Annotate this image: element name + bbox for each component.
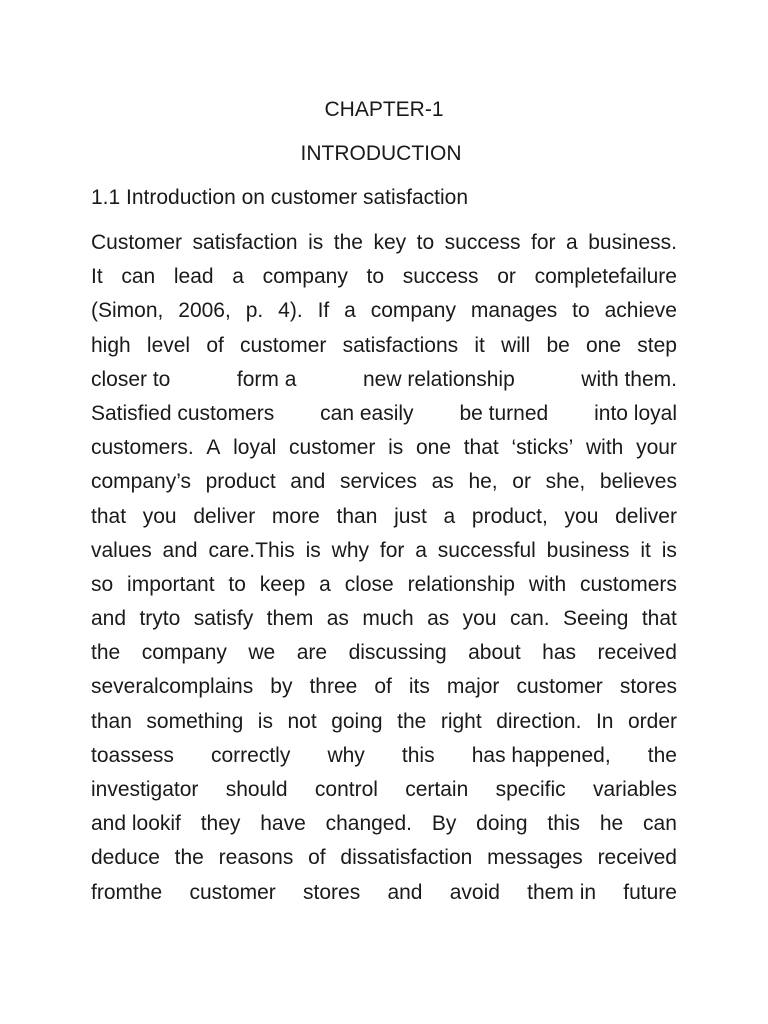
body-word: p. (245, 299, 264, 323)
body-word: the (91, 641, 121, 665)
body-word: three (309, 675, 358, 699)
body-word: is (257, 709, 273, 733)
body-word: a (319, 572, 331, 596)
body-word: he, (468, 470, 498, 494)
body-word: of (308, 846, 326, 870)
body-word: company (370, 299, 456, 323)
body-word: (Simon, (91, 299, 164, 323)
body-word: that (641, 607, 677, 631)
body-word: Satisfied customers (91, 401, 275, 425)
body-word: By (431, 812, 457, 836)
body-word: received (597, 641, 677, 665)
body-line (91, 570, 677, 604)
body-word: keep (259, 572, 306, 596)
body-word: company’s (91, 470, 191, 494)
body-word: Seeing (563, 607, 629, 631)
body-word: the (333, 231, 363, 254)
body-word: or (497, 265, 516, 289)
body-word: going (331, 709, 383, 733)
body-word: we (248, 641, 276, 665)
body-word: something (146, 709, 244, 733)
body-word: its (408, 675, 430, 699)
body-word: order (627, 709, 677, 733)
chapter-number: CHAPTER-1 (324, 98, 444, 121)
body-word: A (206, 436, 221, 460)
body-word: step (637, 333, 677, 357)
body-word: values (91, 538, 152, 562)
body-word: important (127, 572, 215, 596)
body-word: fromthe (91, 880, 163, 904)
body-word: services (339, 470, 417, 494)
body-word: a (344, 299, 356, 323)
body-word: success (444, 231, 521, 254)
body-word: control (314, 778, 378, 801)
body-line (91, 741, 677, 775)
body-word: that (91, 504, 127, 528)
body-word: product (205, 470, 276, 494)
body-word: much (362, 607, 414, 631)
body-word: this (547, 812, 581, 836)
body-word: they (200, 812, 241, 836)
body-word: deliver (193, 504, 256, 528)
body-word: for (531, 231, 556, 254)
body-line (91, 365, 677, 399)
body-word: close (344, 572, 394, 596)
body-word: by (270, 675, 293, 699)
body-word: care.This (208, 538, 295, 562)
body-line (91, 433, 677, 467)
body-word: it (474, 333, 485, 357)
body-word: believes (599, 470, 677, 494)
body-line (91, 467, 677, 501)
body-word: is (305, 538, 321, 562)
body-word: should (225, 778, 288, 801)
body-word: can. (509, 607, 550, 631)
body-word: company (141, 641, 227, 665)
body-word: into loyal (594, 401, 677, 425)
body-word: certain (405, 778, 469, 801)
body-word: with (528, 572, 567, 596)
body-word: achieve (604, 299, 677, 323)
body-word: to (572, 299, 590, 323)
body-word: In (595, 709, 614, 733)
body-line (91, 672, 677, 706)
body-line (91, 536, 677, 570)
body-word: will (501, 333, 531, 357)
body-word: to (416, 231, 435, 254)
body-word: that (463, 436, 499, 460)
body-word: discussing (348, 641, 447, 665)
body-word: one (586, 333, 622, 357)
chapter-title: INTRODUCTION (300, 142, 462, 165)
body-word: is (308, 231, 324, 254)
body-word: he (599, 812, 624, 836)
body-word: 2006, (178, 299, 231, 323)
body-word: new relationship (362, 367, 515, 391)
body-word: the (397, 709, 427, 733)
body-word: success (402, 265, 479, 289)
body-word: closer to (91, 367, 171, 391)
body-word: are (296, 641, 328, 665)
body-word: more (271, 504, 320, 528)
body-word: as (326, 607, 349, 631)
body-word: your (636, 436, 677, 460)
body-word: satisfactions (342, 333, 459, 357)
body-word: you (462, 607, 497, 631)
body-word: can easily (320, 401, 414, 425)
body-word: a (415, 538, 427, 562)
body-line (91, 775, 677, 809)
body-word: specific (495, 778, 566, 801)
body-word: she, (545, 470, 586, 494)
body-word: avoid (449, 880, 500, 904)
body-word: than (336, 504, 378, 528)
section-heading: 1.1 Introduction on customer satisfaction (91, 186, 469, 209)
body-word: can (643, 812, 677, 836)
body-word: right (440, 709, 482, 733)
body-word: you (142, 504, 177, 528)
body-line (91, 296, 677, 330)
body-word: and lookif (91, 812, 181, 836)
body-word: is (661, 538, 677, 562)
body-word: customer (289, 436, 376, 460)
body-word: can (121, 265, 156, 289)
body-line (91, 878, 677, 912)
body-word: and (290, 470, 326, 494)
body-word: have (260, 812, 306, 836)
body-word: customer (516, 675, 603, 699)
body-word: is (388, 436, 404, 460)
body-word: it (640, 538, 651, 562)
body-word: to (366, 265, 385, 289)
body-word: and (162, 538, 198, 562)
body-word: just (394, 504, 427, 528)
body-line (91, 502, 677, 536)
body-word: a (566, 231, 578, 254)
body-word: as (431, 470, 454, 494)
body-paragraph (91, 228, 677, 912)
body-word: dissatisfaction (340, 846, 473, 870)
body-line (91, 707, 677, 741)
body-word: has (542, 641, 577, 665)
body-word: form a (236, 367, 297, 391)
body-word: changed. (325, 812, 413, 836)
body-word: Customer (91, 231, 183, 254)
body-word: you (564, 504, 599, 528)
body-line (91, 262, 677, 296)
body-word: company (262, 265, 348, 289)
body-word: level (146, 333, 191, 357)
body-word: customer (189, 880, 276, 904)
body-word: them (266, 607, 314, 631)
body-word: be turned (459, 401, 549, 425)
body-word: not (287, 709, 317, 733)
body-word: investigator (91, 778, 199, 801)
body-word: for (379, 538, 405, 562)
body-line (91, 809, 677, 843)
body-word: be (546, 333, 570, 357)
body-word: toassess (91, 743, 174, 767)
body-word: high (91, 333, 131, 357)
body-word: variables (592, 778, 677, 801)
body-word: has happened, (471, 743, 611, 767)
body-word: correctly (210, 743, 291, 767)
body-word: one (415, 436, 452, 460)
body-word: with them. (581, 367, 677, 391)
body-word: to (228, 572, 246, 596)
body-word: and (387, 880, 423, 904)
body-word: so (91, 572, 114, 596)
body-word: of (374, 675, 392, 699)
body-word: completefailure (534, 265, 677, 289)
body-word: business (546, 538, 630, 562)
body-word: and (91, 607, 127, 631)
body-word: loyal (233, 436, 277, 460)
body-word: product, (471, 504, 548, 528)
body-word: severalcomplains (91, 675, 254, 699)
body-line (91, 228, 677, 262)
body-word: It (91, 265, 103, 289)
body-word: future (623, 880, 677, 904)
body-word: manages (470, 299, 558, 323)
body-word: with (586, 436, 624, 460)
body-word: the (647, 743, 677, 767)
body-word: satisfaction (192, 231, 298, 254)
body-word: doing (476, 812, 528, 836)
body-word: deliver (615, 504, 677, 528)
body-word: deduce (91, 846, 160, 870)
body-line (91, 399, 677, 433)
body-word: relationship (407, 572, 515, 596)
body-word: key (373, 231, 407, 254)
body-word: why (331, 538, 370, 562)
body-word: why (327, 743, 365, 767)
body-word: of (206, 333, 224, 357)
body-word: a (443, 504, 456, 528)
body-word: If (317, 299, 330, 323)
body-word: stores (619, 675, 677, 699)
body-word: reasons (218, 846, 294, 870)
body-word: or (512, 470, 531, 494)
body-word: as (427, 607, 450, 631)
body-word: customers (580, 572, 677, 596)
body-word: a (232, 265, 244, 289)
body-word: customers. (91, 436, 194, 460)
body-word: messages (487, 846, 583, 870)
body-line (91, 638, 677, 672)
body-word: about (468, 641, 521, 665)
body-word: the (174, 846, 204, 870)
body-word: 4). (278, 299, 303, 323)
body-word: customer (240, 333, 327, 357)
body-word: lead (173, 265, 214, 289)
body-word: tryto (139, 607, 181, 631)
body-line (91, 843, 677, 877)
body-word: than (91, 709, 132, 733)
body-word: this (401, 743, 435, 767)
body-word: received (597, 846, 677, 870)
body-word: direction. (496, 709, 582, 733)
body-word: ‘sticks’ (511, 436, 574, 460)
body-word: satisfy (193, 607, 254, 631)
body-word: successful (437, 538, 536, 562)
body-line (91, 604, 677, 638)
body-word: them in (527, 880, 597, 904)
body-line (91, 331, 677, 365)
body-word: stores (303, 880, 361, 904)
body-word: major (446, 675, 500, 699)
body-word: business. (588, 231, 677, 254)
